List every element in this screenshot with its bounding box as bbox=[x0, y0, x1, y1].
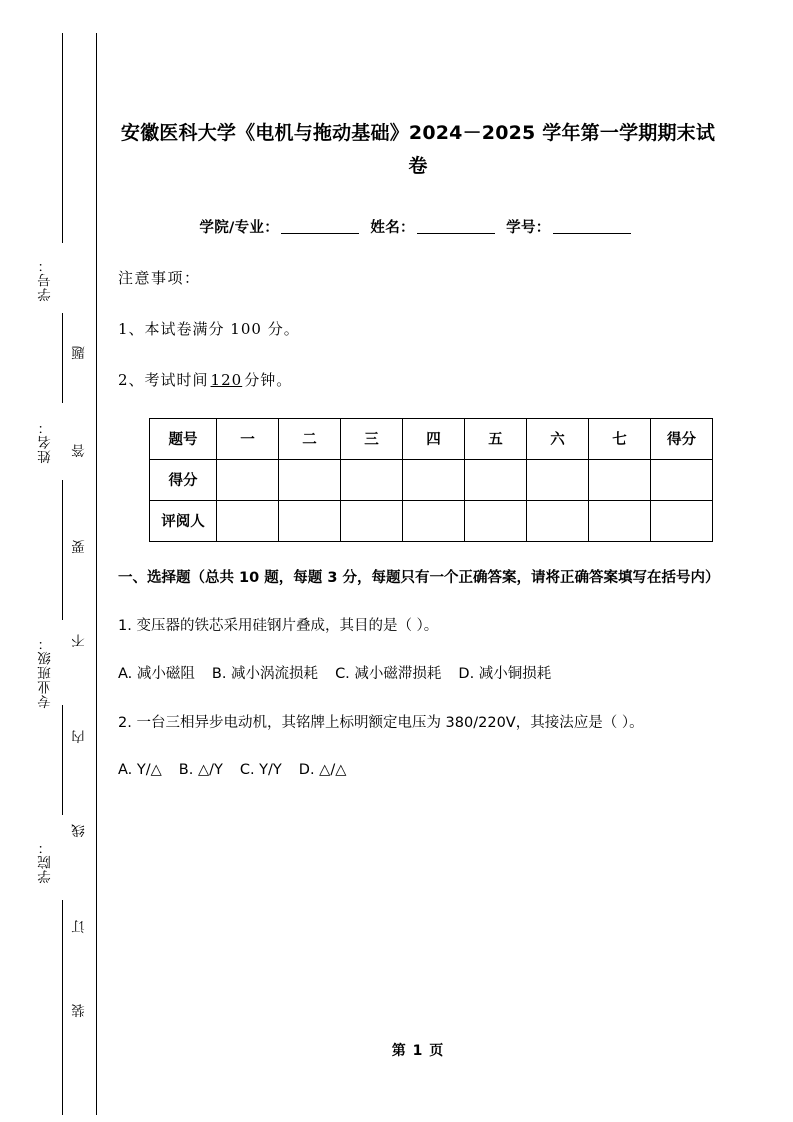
score-table-row-header: 题号 bbox=[150, 418, 217, 459]
score-table bbox=[149, 418, 713, 542]
seal-inner-rule-segment-4 bbox=[62, 705, 63, 815]
seal-vertical-char-7: 订 bbox=[72, 920, 88, 934]
note-item-2 bbox=[118, 369, 718, 390]
seal-inner-rule-segment-2 bbox=[62, 313, 63, 403]
question-2-stem: 2. 一台三相异步电动机，其铭牌上标明额定电压为 380/220V，其接法应是（ ）。 bbox=[118, 714, 644, 731]
seal-inner-rule-segment-3 bbox=[62, 480, 63, 620]
score-table-row-header: 评阅人 bbox=[150, 500, 217, 541]
score-table-column-header: 四 bbox=[403, 418, 465, 459]
question-2-option-c[interactable]: C. Y/Y bbox=[239, 762, 282, 779]
note-item-1 bbox=[118, 318, 718, 339]
info-blank-student-id[interactable] bbox=[553, 218, 631, 234]
score-table-column-header: 五 bbox=[465, 418, 527, 459]
score-table-cell[interactable] bbox=[341, 459, 403, 500]
score-table-column-header: 一 bbox=[217, 418, 279, 459]
seal-inner-rule-segment-5 bbox=[62, 900, 63, 1115]
info-label-department: 学院/专业： bbox=[199, 219, 280, 236]
question-2-option-d[interactable]: D. △/△ bbox=[298, 762, 347, 779]
score-table-row-header: 得分 bbox=[150, 459, 217, 500]
score-table-cell[interactable] bbox=[589, 500, 651, 541]
note-1-text: 1、本试卷满分 100 分。 bbox=[118, 319, 300, 338]
score-table-cell[interactable] bbox=[279, 500, 341, 541]
seal-inner-rule-segment-1 bbox=[62, 33, 63, 243]
question-1-option-a[interactable]: A. 减小磁阻 bbox=[118, 665, 195, 682]
score-table-column-header: 得分 bbox=[651, 418, 713, 459]
score-table-cell[interactable] bbox=[341, 500, 403, 541]
score-table-cell[interactable] bbox=[217, 500, 279, 541]
seal-vertical-char-8: 装 bbox=[72, 1004, 88, 1018]
seal-label-3: 专业班级： bbox=[38, 636, 54, 709]
page-title: 安徽医科大学《电机与拖动基础》2024－2025 学年第一学期期末试卷 bbox=[120, 122, 716, 178]
section-heading-choice: 一、选择题（总共 10 题，每题 3 分，每题只有一个正确答案，请将正确答案填写在括号内） bbox=[118, 569, 720, 586]
question-2-option-a[interactable]: A. Y/△ bbox=[118, 762, 162, 779]
score-table-row bbox=[150, 418, 713, 459]
score-table-column-header: 六 bbox=[527, 418, 589, 459]
note-2-suffix: 分钟。 bbox=[244, 370, 293, 389]
score-table-cell[interactable] bbox=[527, 500, 589, 541]
question-1-options bbox=[118, 660, 718, 690]
score-table-cell[interactable] bbox=[217, 459, 279, 500]
info-blank-department[interactable] bbox=[281, 218, 359, 234]
info-label-name: 姓名： bbox=[370, 219, 415, 236]
seal-vertical-char-6: 线 bbox=[72, 824, 88, 838]
info-label-student-id: 学号： bbox=[506, 219, 551, 236]
question-1-option-b[interactable]: B. 减小涡流损耗 bbox=[211, 665, 319, 682]
seal-vertical-char-3: 要 bbox=[72, 540, 88, 554]
question-2-options bbox=[118, 756, 718, 786]
score-table-cell[interactable] bbox=[403, 500, 465, 541]
seal-vertical-char-1: 题 bbox=[72, 346, 88, 360]
seal-vertical-char-4: 不 bbox=[72, 634, 88, 648]
score-table-cell[interactable] bbox=[403, 459, 465, 500]
score-table-column-header: 二 bbox=[279, 418, 341, 459]
score-table-row bbox=[150, 459, 713, 500]
score-table-column-header: 七 bbox=[589, 418, 651, 459]
question-1-option-d[interactable]: D. 减小铜损耗 bbox=[458, 665, 552, 682]
score-table-cell[interactable] bbox=[651, 459, 713, 500]
notes-heading: 注意事项： bbox=[118, 268, 201, 287]
seal-vertical-char-2: 答 bbox=[72, 444, 88, 458]
exam-paper-body bbox=[118, 0, 718, 1122]
question-1-stem: 1. 变压器的铁芯采用硅钢片叠成，其目的是（ ）。 bbox=[118, 618, 439, 635]
seal-line-margin bbox=[0, 0, 110, 1122]
seal-label-1: 学号： bbox=[38, 258, 54, 302]
score-table-row bbox=[150, 500, 713, 541]
score-table-cell[interactable] bbox=[465, 500, 527, 541]
score-table-cell[interactable] bbox=[279, 459, 341, 500]
score-table-cell[interactable] bbox=[527, 459, 589, 500]
note-2-prefix: 2、考试时间 bbox=[118, 370, 209, 389]
seal-vertical-char-5: 内 bbox=[72, 730, 88, 744]
seal-label-4: 学院： bbox=[38, 840, 54, 884]
question-2-option-b[interactable]: B. △/Y bbox=[178, 762, 223, 779]
seal-label-2: 姓名： bbox=[38, 420, 54, 464]
score-table-column-header: 三 bbox=[341, 418, 403, 459]
seal-outer-rule bbox=[96, 33, 97, 1115]
score-table-cell[interactable] bbox=[465, 459, 527, 500]
question-1-option-c[interactable]: C. 减小磁滞损耗 bbox=[335, 665, 442, 682]
note-2-duration-value: 120 bbox=[210, 370, 243, 389]
page-footer: 第 1 页 bbox=[391, 1043, 445, 1059]
score-table-cell[interactable] bbox=[589, 459, 651, 500]
student-info-line bbox=[118, 216, 718, 237]
score-table-cell[interactable] bbox=[651, 500, 713, 541]
info-blank-name[interactable] bbox=[417, 218, 495, 234]
